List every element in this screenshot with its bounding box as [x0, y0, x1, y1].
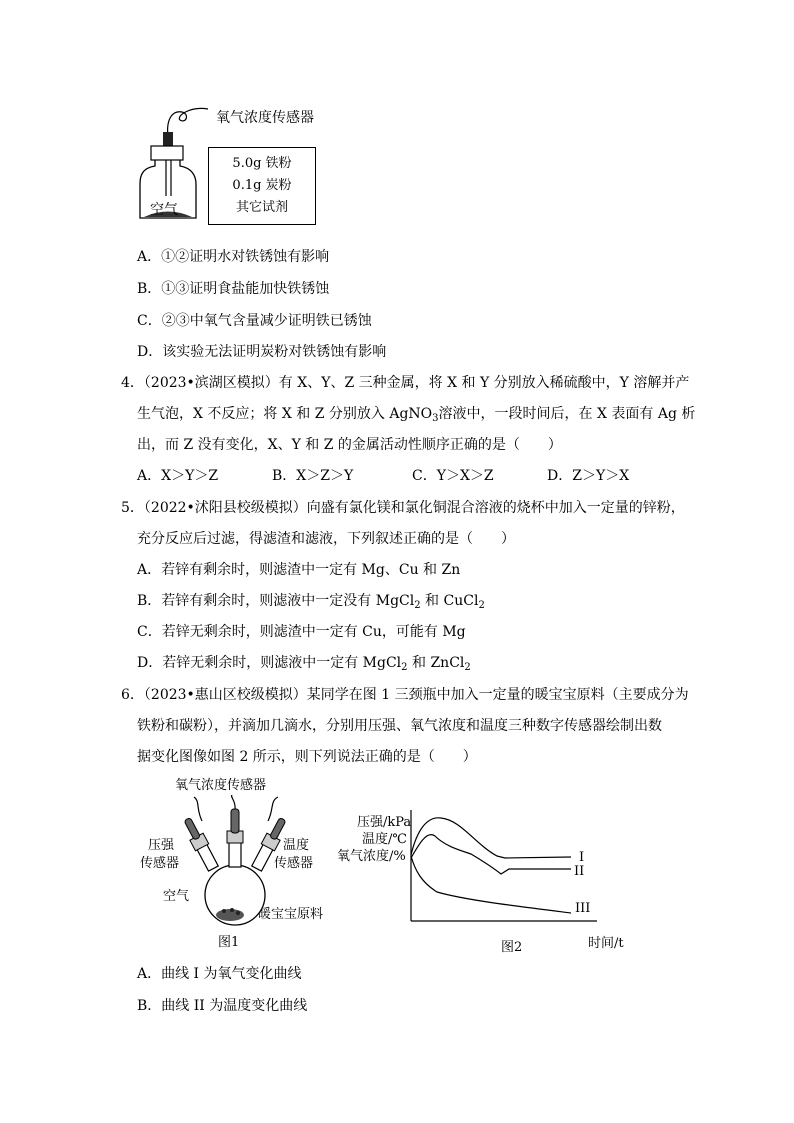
q5-option-d: D．若锌无剩余时，则滤液中一定有 MgCl$_2$ 和 ZnCl$_2$	[137, 655, 471, 673]
fig1-pressure-label-1: 压强	[148, 838, 175, 853]
q3-option-a: A．①②证明水对铁锈蚀有影响	[137, 249, 330, 265]
fig1-temp-label-1: 温度	[283, 838, 310, 853]
fig1-material-label: 暖宝宝原料	[258, 907, 324, 922]
q5-stem-line-1: 5．（2022•沭阳县校级模拟）向盛有氯化镁和氯化铜混合溶液的烧杯中加入一定量的锌粉，	[121, 500, 685, 516]
q6-stem-line-2: 铁粉和碳粉），并滴加几滴水，分别用压强、氧气浓度和温度三种数字传感器绘制出数	[137, 718, 662, 734]
fig1-caption: 图1	[218, 935, 240, 950]
sensor-label: 氧气浓度传感器	[216, 110, 314, 126]
q6-stem-line-1: 6．（2023•惠山区校级模拟）某同学在图 1 三颈瓶中加入一定量的暖宝宝原料（主要成分为	[121, 687, 689, 703]
curve-label-ii: II	[574, 864, 585, 879]
q6-stem-line-3: 据变化图像如图 2 所示，则下列说法正确的是（ ）	[137, 749, 477, 765]
q3-option-c: C．②③中氧气含量减少证明铁已锈蚀	[137, 313, 372, 329]
reagent-carbon: 0.1g 炭粉	[232, 178, 292, 193]
three-neck-flask	[180, 795, 290, 930]
reagent-other: 其它试剂	[235, 200, 288, 215]
curve-label-iii: III	[575, 901, 591, 916]
q6-option-a: A．曲线 I 为氧气变化曲线	[137, 966, 302, 982]
fig1-pressure-label-2: 传感器	[140, 856, 180, 871]
q4-option-c: C．Y＞X＞Z	[412, 468, 494, 484]
q4-option-d: D．Z＞Y＞X	[547, 468, 630, 484]
q4-stem-line-2: 生气泡，X 不反应；将 X 和 Z 分别放入 AgNO$_3$溶液中，一段时间后，在 X 表面有 Ag 析	[137, 406, 696, 424]
chart-ylabel-temperature: 温度/℃	[362, 832, 407, 847]
chart-ylabel-oxygen: 氧气浓度/%	[337, 849, 406, 864]
q4-option-b: B．X＞Z＞Y	[272, 468, 354, 484]
chart-ylabel-pressure: 压强/kPa	[357, 815, 412, 830]
reagent-iron: 5.0g 铁粉	[232, 156, 292, 171]
q4-stem-line-3: 出，而 Z 没有变化，X、Y 和 Z 的金属活动性顺序正确的是（ ）	[137, 437, 562, 453]
q4-option-a: A．X＞Y＞Z	[137, 468, 219, 484]
q5-option-b: B．若锌有剩余时，则滤液中一定没有 MgCl$_2$ 和 CuCl$_2$	[137, 593, 485, 611]
reagent-box	[208, 147, 316, 225]
q3-option-b: B．①③证明食盐能加快铁锈蚀	[137, 281, 330, 297]
q5-stem-line-2: 充分反应后过滤，得滤渣和滤液，下列叙述正确的是（ ）	[137, 531, 515, 547]
curve-ii	[411, 835, 571, 874]
chart-plot	[405, 808, 605, 926]
q3-option-d: D．该实验无法证明炭粉对铁锈蚀有影响	[137, 344, 387, 360]
q4-stem-line-1: 4．（2023•滨湖区模拟）有 X、Y、Z 三种金属，将 X 和 Y 分别放入稀硫酸中，Y 溶解并产	[121, 375, 690, 391]
bottle-air-label: 空气	[150, 202, 178, 218]
curve-iii	[411, 856, 571, 913]
fig1-air-label: 空气	[163, 889, 190, 904]
chart-title: 图2	[501, 940, 523, 955]
q5-option-c: C．若锌无剩余时，则滤渣中一定有 Cu，可能有 Mg	[137, 624, 466, 640]
q5-option-a: A．若锌有剩余时，则滤渣中一定有 Mg、Cu 和 Zn	[137, 562, 461, 578]
fig1-temp-label-2: 传感器	[274, 856, 314, 871]
fig1-oxygen-sensor-label: 氧气浓度传感器	[175, 778, 267, 793]
q6-option-b: B．曲线 II 为温度变化曲线	[137, 998, 308, 1014]
chart-xlabel: 时间/t	[588, 936, 624, 951]
curve-i	[411, 818, 571, 858]
curve-label-i: I	[579, 850, 585, 865]
